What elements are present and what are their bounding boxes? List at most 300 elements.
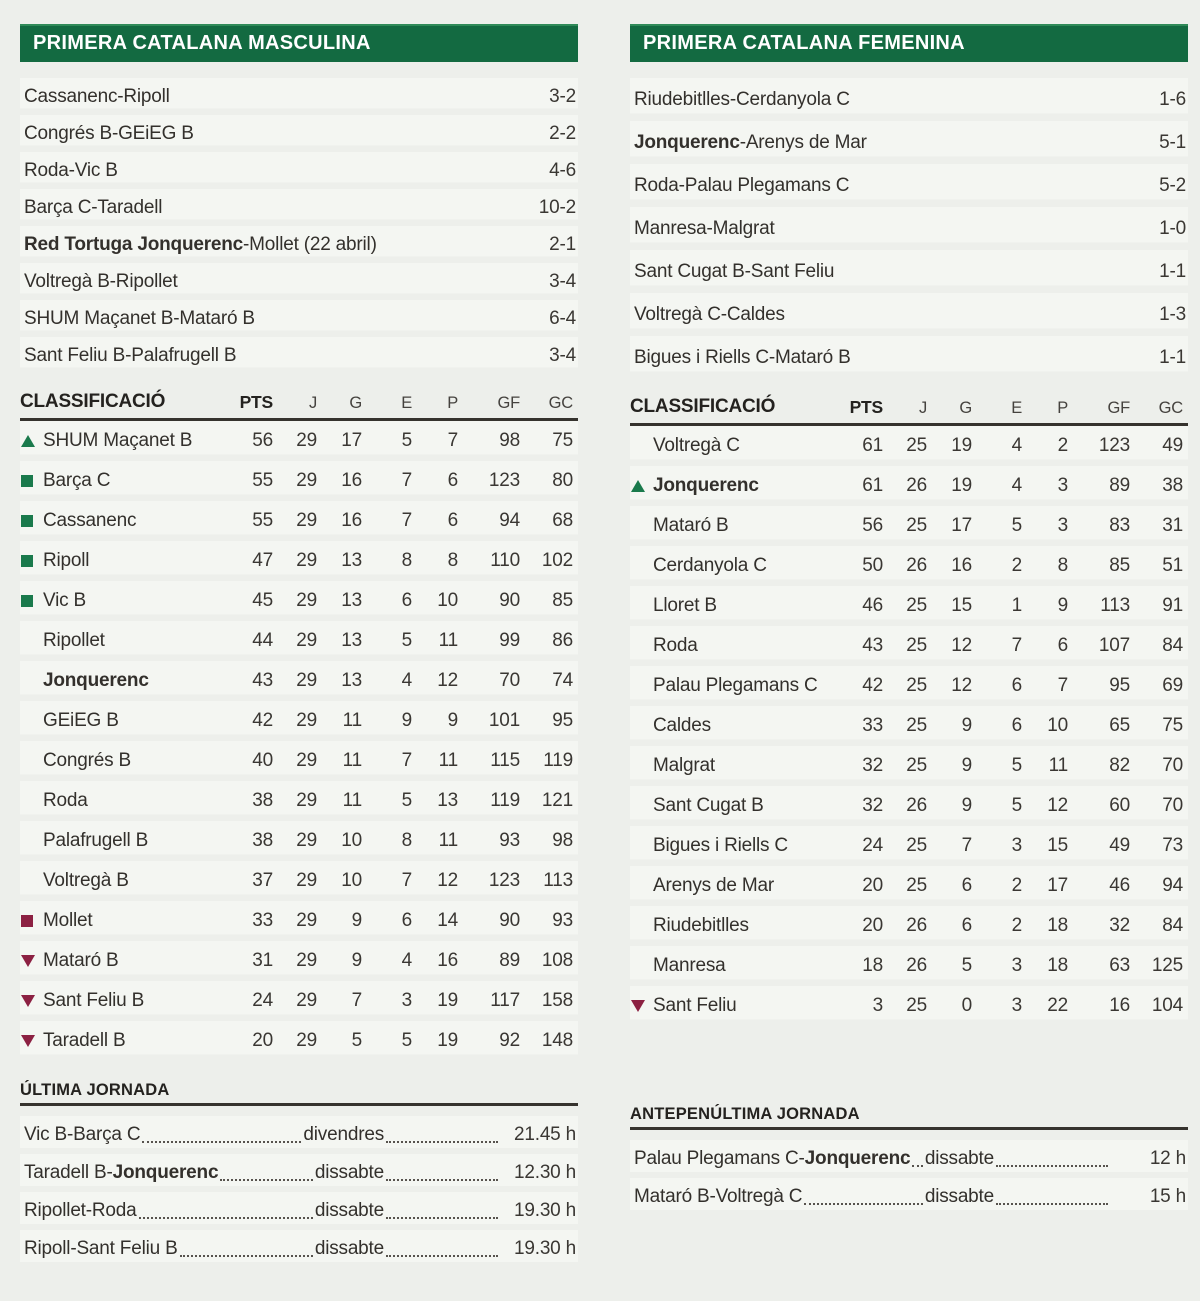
fixture-row [20,1154,578,1192]
square-icon [21,595,33,607]
fixture-day: dissabte [924,1148,994,1169]
stat-value: 33 [252,910,273,931]
stat-value: 37 [252,870,273,891]
result-row [20,337,578,374]
team-cell [20,630,217,652]
stat-value: 6 [447,510,458,531]
dotted-leader [386,1166,498,1181]
stat-value: 84 [1162,915,1183,936]
stat-value: 56 [862,515,883,536]
stat-value: 15 [951,595,972,616]
stat-value: 4 [1011,475,1022,496]
stat-value: 31 [1162,515,1183,536]
stat-value: 25 [906,835,927,856]
classification-row [20,941,578,981]
stat-value: 50 [862,555,883,576]
stat-value: 55 [252,510,273,531]
team-cell [20,830,217,852]
classification-row [630,546,1188,586]
stat-value: 3 [1011,995,1022,1016]
team-name: Malgrat [653,755,715,776]
stat-value: 3 [401,990,412,1011]
col-header-gf: GF [1107,399,1130,417]
match-score: 2-2 [549,122,576,144]
team-cell [630,515,827,537]
stat-value: 29 [296,470,317,491]
stat-value: 42 [862,675,883,696]
down-triangle-icon [21,1035,35,1047]
result-row [20,152,578,189]
classification-row [630,466,1188,506]
team-name-text: Taradell B- [24,1162,113,1183]
stat-value: 29 [296,990,317,1011]
classification-header [630,389,1188,423]
stat-value: 29 [296,1030,317,1051]
stat-value: 5 [401,630,412,651]
team-cell [630,875,827,897]
col-header-gc: GC [548,394,573,412]
stat-value: 5 [351,1030,362,1051]
stat-value: 11 [438,630,458,651]
stat-value: 29 [296,550,317,571]
fixture-time: 19.30 h [514,1200,576,1221]
stat-value: 7 [401,870,412,891]
next-round-title: ÚLTIMA JORNADA [20,1081,170,1099]
match-score: 3-4 [549,270,576,292]
stat-value: 9 [447,710,458,731]
stat-value: 24 [252,990,273,1011]
stat-value: 94 [499,510,520,531]
stat-value: 92 [499,1030,520,1051]
stat-value: 22 [1047,995,1068,1016]
stat-value: 18 [1047,915,1068,936]
stat-value: 32 [862,795,883,816]
result-row [630,121,1188,164]
stat-value: 26 [906,555,927,576]
stat-value: 15 [1047,835,1068,856]
stat-value: 125 [1151,955,1183,976]
team-cell [630,715,827,737]
fixture-day: dissabte [314,1162,384,1183]
team-name: Cerdanyola C [653,555,767,576]
col-header-j: J [308,394,317,412]
fixture-teams [24,1200,137,1222]
stat-value: 20 [862,915,883,936]
stat-value: 6 [401,910,412,931]
team-name: Lloret B [653,595,717,616]
team-name: Jonquerenc [43,670,149,691]
stat-value: 75 [1162,715,1183,736]
team-name: Riudebitlles [653,915,749,936]
stat-value: 85 [552,590,573,611]
classification-row [20,461,578,501]
classification-row [630,426,1188,466]
stat-value: 16 [341,510,362,531]
stat-value: 29 [296,670,317,691]
stat-value: 117 [490,990,520,1011]
match-score: 1-1 [1159,346,1186,368]
match-score: 1-1 [1159,260,1186,282]
stat-value: 12 [951,635,972,656]
stat-value: 93 [499,830,520,851]
stat-value: 46 [1109,875,1130,896]
team-name: Ripollet [43,630,105,651]
team-name-text: Mataró B-Voltregà C [634,1186,803,1207]
stat-value: 25 [906,715,927,736]
team-name: Palau Plegamans C [653,675,818,696]
league-title-bar [20,24,578,62]
result-row [630,293,1188,336]
team-cell [20,870,217,892]
team-cell [20,990,217,1012]
team-cell [630,995,827,1017]
classification-row [20,701,578,741]
match-teams [24,234,506,256]
match-teams [634,175,1116,197]
dotted-leader [220,1166,313,1181]
team-name: Manresa [653,955,726,976]
square-icon [21,915,33,927]
stat-value: 31 [252,950,273,971]
stat-value: 98 [552,830,573,851]
result-row [20,78,578,115]
stat-value: 89 [1109,475,1130,496]
stat-value: 25 [906,435,927,456]
stat-value: 8 [1057,555,1068,576]
stat-value: 29 [296,630,317,651]
team-cell [20,790,217,812]
stat-value: 12 [1047,795,1068,816]
stat-value: 8 [401,550,412,571]
stat-value: 3 [1011,955,1022,976]
team-name-text: -Mollet (22 abril) [243,233,377,255]
classification-body [20,421,578,1061]
stat-value: 4 [1011,435,1022,456]
down-triangle-icon [21,995,35,1007]
stat-value: 69 [1162,675,1183,696]
classification-row [20,981,578,1021]
stat-value: 60 [1109,795,1130,816]
stat-value: 13 [341,550,362,571]
match-teams [24,197,506,219]
result-row [630,207,1188,250]
col-header-e: E [401,394,412,412]
team-cell [20,1030,217,1052]
down-triangle-icon [21,955,35,967]
stat-value: 18 [1047,955,1068,976]
col-header-p: P [447,394,458,412]
fixture-day: divendres [303,1124,384,1145]
stat-value: 18 [862,955,883,976]
classification-row [20,501,578,541]
stat-value: 10 [437,590,458,611]
team-name-text: Ripoll-Sant Feliu B [24,1238,178,1259]
results-list [20,78,578,374]
match-teams [24,308,506,330]
classification-row [630,906,1188,946]
team-name-text: Manresa-Malgrat [634,217,775,239]
next-round-rule [20,1103,578,1106]
team-name: Congrés B [43,750,131,771]
stat-value: 1 [1011,595,1022,616]
stat-value: 61 [862,475,883,496]
stat-value: 51 [1162,555,1183,576]
next-round-rule [630,1127,1188,1130]
stat-value: 110 [490,550,520,571]
stat-value: 108 [541,950,573,971]
stat-value: 47 [252,550,273,571]
stat-value: 9 [351,910,362,931]
stat-value: 90 [499,590,520,611]
stat-value: 13 [437,790,458,811]
fixture-teams [634,1186,802,1208]
stat-value: 17 [951,515,972,536]
stat-value: 29 [296,430,317,451]
classification-row [630,666,1188,706]
stat-value: 107 [1098,635,1130,656]
stat-value: 25 [906,515,927,536]
stat-value: 101 [488,710,520,731]
team-name: Cassanenc [43,510,137,531]
stat-value: 26 [906,955,927,976]
stat-value: 6 [1057,635,1068,656]
fixture-day: dissabte [924,1186,994,1207]
result-row [20,115,578,152]
fixture-teams [24,1162,218,1184]
stat-value: 65 [1109,715,1130,736]
stat-value: 7 [401,750,412,771]
team-name-text: Bigues i Riells C-Mataró B [634,346,851,368]
match-teams [634,347,1116,369]
stat-value: 10 [341,870,362,891]
col-header-p: P [1057,399,1068,417]
col-header-e: E [1011,399,1022,417]
team-name: SHUM Maçanet B [43,430,193,451]
stat-value: 102 [541,550,573,571]
stat-value: 84 [1162,635,1183,656]
stat-value: 8 [447,550,458,571]
team-name: Barça C [43,470,111,491]
stat-value: 11 [342,750,362,771]
stat-value: 86 [552,630,573,651]
stat-value: 5 [1011,515,1022,536]
stat-value: 29 [296,790,317,811]
stat-value: 104 [1151,995,1183,1016]
stat-value: 12 [437,870,458,891]
team-cell [20,510,217,532]
result-row [630,250,1188,293]
results-list [630,78,1188,379]
stat-value: 2 [1011,915,1022,936]
match-score: 1-3 [1159,303,1186,325]
result-row [20,263,578,300]
team-name-text: Cassanenc-Ripoll [24,85,170,107]
team-name: Bigues i Riells C [653,835,788,856]
stat-value: 61 [862,435,883,456]
stat-value: 29 [296,750,317,771]
next-round-title: ANTEPENÚLTIMA JORNADA [630,1105,860,1123]
stat-value: 4 [401,950,412,971]
team-cell [630,435,827,457]
stat-value: 32 [862,755,883,776]
stat-value: 29 [296,590,317,611]
stat-value: 46 [862,595,883,616]
league-title: PRIMERA CATALANA MASCULINA [33,32,371,54]
stat-value: 70 [1162,755,1183,776]
up-triangle-icon [631,480,645,492]
stat-value: 10 [1047,715,1068,736]
team-cell [630,635,827,657]
match-teams [634,218,1116,240]
result-row [630,78,1188,121]
league-column-femenina [630,24,1188,1216]
stat-value: 19 [951,475,972,496]
fixture-row [630,1140,1188,1178]
square-icon [21,515,33,527]
stat-value: 13 [341,630,362,651]
stat-value: 29 [296,830,317,851]
fixture-time: 12 h [1149,1148,1186,1169]
stat-value: 11 [1048,755,1068,776]
stat-value: 14 [437,910,458,931]
fixture-time: 19.30 h [514,1238,576,1259]
classification-row [20,541,578,581]
dotted-leader [996,1152,1108,1167]
up-triangle-icon [21,435,35,447]
col-header-g: G [959,399,972,417]
team-name-bold: Jonquerenc [804,1148,911,1169]
fixture-row [20,1192,578,1230]
square-icon [21,475,33,487]
fixture-row [20,1116,578,1154]
stat-value: 49 [1109,835,1130,856]
stat-value: 40 [252,750,273,771]
team-cell [630,955,827,977]
league-title-bar [630,24,1188,62]
classification-body [630,426,1188,1026]
team-cell [20,470,217,492]
classification-row [20,861,578,901]
team-name-bold: Jonquerenc [634,131,740,153]
team-name-text: Sant Feliu B-Palafrugell B [24,344,237,366]
result-row [630,336,1188,379]
stat-value: 43 [252,670,273,691]
stat-value: 20 [862,875,883,896]
team-name-text: Voltregà C-Caldes [634,303,785,325]
classification-row [630,706,1188,746]
stat-value: 70 [1162,795,1183,816]
classification-header [20,384,578,418]
stat-value: 11 [438,750,458,771]
team-name: Sant Cugat B [653,795,764,816]
stat-value: 42 [252,710,273,731]
stat-value: 80 [552,470,573,491]
fixture-teams [24,1238,178,1260]
stat-value: 68 [552,510,573,531]
stat-value: 26 [906,475,927,496]
stat-value: 4 [401,670,412,691]
dotted-leader [804,1190,922,1205]
team-name: Mataró B [653,515,729,536]
fixture-time: 15 h [1149,1186,1186,1207]
dotted-leader [386,1242,498,1257]
stat-value: 63 [1109,955,1130,976]
classification-table [630,389,1188,1026]
classification-row [630,746,1188,786]
team-name-text: Roda-Palau Plegamans C [634,174,850,196]
match-score: 1-6 [1159,88,1186,110]
next-round-section [630,1105,1188,1216]
classification-row [630,626,1188,666]
stat-value: 7 [961,835,972,856]
stat-value: 148 [541,1030,573,1051]
stat-value: 3 [1011,835,1022,856]
stat-value: 70 [499,670,520,691]
team-name-text: -Arenys de Mar [739,131,867,153]
team-name-text: Ripollet-Roda [24,1200,137,1221]
classification-row [20,741,578,781]
stat-value: 33 [862,715,883,736]
stat-value: 3 [1057,475,1068,496]
classification-row [20,781,578,821]
stat-value: 38 [252,790,273,811]
stat-value: 19 [437,1030,458,1051]
fixture-time: 12.30 h [514,1162,576,1183]
stat-value: 16 [951,555,972,576]
team-name-text: Riudebitlles-Cerdanyola C [634,88,850,110]
stat-value: 25 [906,755,927,776]
classification-label: CLASSIFICACIÓ [20,391,166,412]
fixture-row [630,1178,1188,1216]
team-name-text: Sant Cugat B-Sant Feliu [634,260,835,282]
team-cell [630,475,827,497]
stat-value: 9 [401,710,412,731]
match-score: 1-0 [1159,217,1186,239]
stat-value: 24 [862,835,883,856]
fixture-day: dissabte [314,1200,384,1221]
stat-value: 45 [252,590,273,611]
stat-value: 113 [543,870,573,891]
classification-label: CLASSIFICACIÓ [630,396,776,417]
stat-value: 123 [1098,435,1130,456]
stat-value: 16 [341,470,362,491]
result-row [20,226,578,263]
team-name: Mataró B [43,950,119,971]
match-teams [24,160,506,182]
result-row [630,164,1188,207]
stat-value: 19 [437,990,458,1011]
dotted-leader [139,1204,313,1219]
stat-value: 3 [872,995,883,1016]
team-name-text: Palau Plegamans C- [634,1148,805,1169]
stat-value: 121 [541,790,573,811]
fixture-time: 21.45 h [514,1124,576,1145]
stat-value: 95 [1109,675,1130,696]
stat-value: 38 [252,830,273,851]
match-teams [24,271,506,293]
team-name: Ripoll [43,550,90,571]
stat-value: 43 [862,635,883,656]
stat-value: 5 [1011,795,1022,816]
classification-row [630,586,1188,626]
team-name-text: Roda-Vic B [24,159,118,181]
col-header-gc: GC [1158,399,1183,417]
stat-value: 75 [552,430,573,451]
match-teams [634,261,1116,283]
classification-row [20,1021,578,1061]
team-name: Jonquerenc [653,475,759,496]
stat-value: 119 [543,750,573,771]
